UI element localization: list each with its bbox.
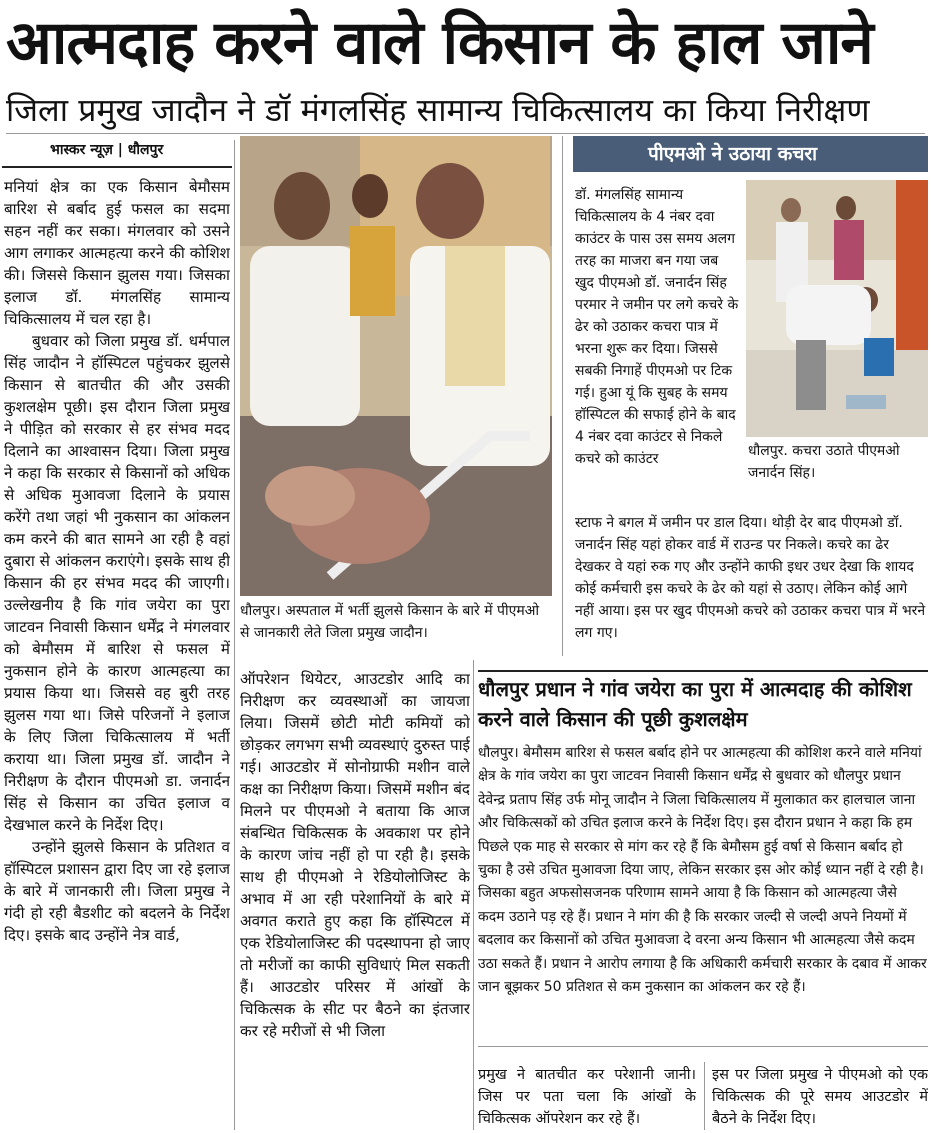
column-divider <box>562 136 563 656</box>
pmo-article-text: डॉ. मंगलसिंह सामान्य चिकित्सालय के 4 नंबर दवा काउंटर के पास उस समय अलग तरह का माजरा बन गया जब खुद पीएमओ डॉ. जनार्दन सिंह परमार ने जमीन पर लगे कचरे के ढेर को उठाकर कचरा पात्र में भरना शुरू कर दिया। जिससे सबकी निगाहें पीएमओ पर टिक गई। हुआ यूं कि सुबह के समय हॉस्पिटल की सफाई होने के बाद 4 नंबर दवा काउंटर से निकले कचरे को काउंटर <box>575 187 739 467</box>
paragraph: उन्होंने झुलसे किसान के प्रतिशत व हॉस्पिटल प्रशासन द्वारा दिए जा रहे इलाज के बारे में जानकारी ली। जिला प्रमुख ने गंदी हो रही बैडशीट को बदलने के निर्देश दिए। इसके बाद उन्होंने नेत्र वार्ड, <box>4 838 230 944</box>
photo-caption: धौलपुर. कचरा उठाते पीएमओ जनार्दन सिंह। <box>748 443 900 481</box>
continued-text-a: प्रमुख ने बातचीत कर परेशानी जानी। जिस पर पता चला कि आंखों के चिकित्सक ऑपरेशन कर रहे हैं। <box>478 1067 696 1127</box>
article-column-1 <box>4 176 230 1131</box>
hospital-visit-photo <box>240 136 552 596</box>
box-story-headline: धौलपुर प्रधान ने गांव जयेरा का पुरा में आत्मदाह की कोशिश करने वाले किसान की पूछी कुशलक्षेम <box>478 670 928 734</box>
box-story-text: धौलपुर। बेमौसम बारिश से फसल बर्बाद होने पर आत्महत्या की कोशिश करने वाले मनियां क्षेत्र के गांव जयेरा का पुरा जाटवन निवासी किसान धर्मेंद्र से बुधवार को धौलपुर प्रधान देवेन्द्र प्रताप सिंह उर्फ मोनू जादौन ने जिला चिकित्सालय में मुलाकात कर हालचाल जाना और चिकित्सकों को उचित इलाज करने के निर्देश दिए। इस दौरान प्रधान ने कहा कि हम पिछले एक माह से सरकार से मांग कर रहे हैं कि बेमौसम हुई वर्षा से किसान बर्बाद हो चुका है उसे उचित मुआवजा दिया जाए, लेकिन सरकार इस ओर कोई ध्यान नहीं दे रही है। जिसका बहुत अफसोसजनक परिणाम सामने आया है कि किसान को आत्महत्या जैसे कदम उठाने पड़ रहे हैं। प्रधान ने मांग की है कि सरकार जल्दी से जल्दी अपने नियमों में बदलाव कर किसानों को उचित मुआवजा दे वरना अन्य किसान भी आत्महत्या जैसे कदम उठा सकते हैं। प्रधान ने आरोप लगाया है कि अधिकारी कर्मचारी सरकार के दबाव में आकर जान बूझकर 50 प्रतिशत से कम नुकसान का आंकलन कर रहे हैं। <box>478 745 927 996</box>
column-divider <box>704 1062 705 1130</box>
paragraph: बुधवार को जिला प्रमुख डॉ. धर्मपाल सिंह जादौन ने हॉस्पिटल पहुंचकर झुलसे किसान से बातचीत की और उसकी कुशलक्षेम पूछी। इस दौरान जिला प्रमुख ने पीड़ित को सरकार से हर संभव मदद दिलाने का आश्वासन दिया। जिला प्रमुख ने कहा कि सरकार से किसानों को अधिक से अधिक मुआवजा दिलाने के प्रयास करेंगे तथा जहां भी नुकसान का आंकलन कम करने की बात सामने आ रही है वहां दुबारा से आंकलन कराएंगे। इसके साथ ही किसान की हर संभव मदद की जाएगी। उल्लेखनीय है कि गांव जयेरा का पुरा जाटवन निवासी किसान धर्मेंद्र ने मंगलवार को बेमौसम में बारिश से फसल में नुकसान होने के कारण आत्महत्या का प्रयास किया था। जिससे वह बुरी तरह झुलस गया था। जिसे परिजनों ने इलाज के लिए जिला चिकित्सालय में भर्ती कराया था। जिला प्रमुख डॉ. जादौन ने निरीक्षण के दौरान पीएमओ डा. जनार्दन सिंह से किसान का उचित इलाज व देखभाल करने के निर्देश दिए। <box>4 332 230 834</box>
pmo-article-text-continued: स्टाफ ने बगल में जमीन पर डाल दिया। थोड़ी देर बाद पीएमओ डॉ. जनार्दन सिंह यहां होकर वार्ड में राउन्ड पर निकले। कचरे का ढेर देखकर वे यहां रुक गए और उन्होंने काफी इधर उधर देखा कि शायद कोई कर्मचारी इस कचरे के ढेर को यहां से उठाए। लेकिन कोई आगे नहीं आया। इस पर खुद पीएमओ कचरे को उठाकर कचरा पात्र में भरने लग गए। <box>575 515 926 641</box>
section-heading-bar: पीएमओ ने उठाया कचरा <box>573 136 928 172</box>
headline: आत्मदाह करने वाले किसान के हाल जाने <box>6 8 873 78</box>
pmo-cleaning-photo <box>746 180 928 437</box>
paragraph: मनियां क्षेत्र का एक किसान बेमौसम बारिश से बर्बाद हुई फसल का सदमा सहन नहीं कर सका। मंगलवार को उसने आग लगाकर आत्महत्या करने की कोशिश की। जिससे किसान झुलस गया। जिसका इलाज डॉ. मंगलसिंह सामान्य चिकित्सालय में चल रहा है। <box>4 178 230 328</box>
subheadline: जिला प्रमुख जादौन ने डॉ मंगलसिंह सामान्य चिकित्सालय का किया निरीक्षण <box>6 86 925 134</box>
box-rule <box>478 1046 928 1047</box>
photo-caption: धौलपुर। अस्पताल में भर्ती झुलसे किसान के बारे में पीएमओ से जानकारी लेते जिला प्रमुख जादौन। <box>240 603 540 641</box>
dateline: भास्कर न्यूज़ | धौलपुर <box>50 142 164 158</box>
column-divider <box>473 660 474 1130</box>
article-column-2: ऑपरेशन थियेटर, आउटडोर आदि का निरीक्षण कर व्यवस्थाओं का जायजा लिया। जिसमें छोटी मोटी कमियों को छोड़कर लगभग सभी व्यवस्थाएं दुरुस्त पाई गई। आउटडोर में सोनोग्राफी मशीन वाले कक्ष का निरीक्षण किया। जिसमें मशीन बंद मिलने पर पीएमओ ने बताया कि आज संबन्धित चिकित्सक के अवकाश पर होने के कारण जांच नहीं हो पा रही है। इसके साथ ही पीएमओ ने रेडियोलोजिस्ट के अभाव में आ रही परेशानियों के बारे में अवगत कराते हुए कहा कि हॉस्पिटल में एक रेडियोलाजिस्ट की पदस्थापना हो जाए तो मरीजों का काफी सुविधाएं मिल सकती हैं। आउटडोर परिसर में आंखों के चिकित्सक के सीट पर बैठने का इंतजार कर रहे मरीजों से भी जिला <box>240 670 470 1040</box>
column-rule <box>2 166 232 168</box>
column-divider <box>234 140 235 1130</box>
continued-text-b: इस पर जिला प्रमुख ने पीएमओ को एक चिकित्सक की पूरे समय आउटडोर में बैठने के निर्देश दिए। <box>712 1067 928 1127</box>
